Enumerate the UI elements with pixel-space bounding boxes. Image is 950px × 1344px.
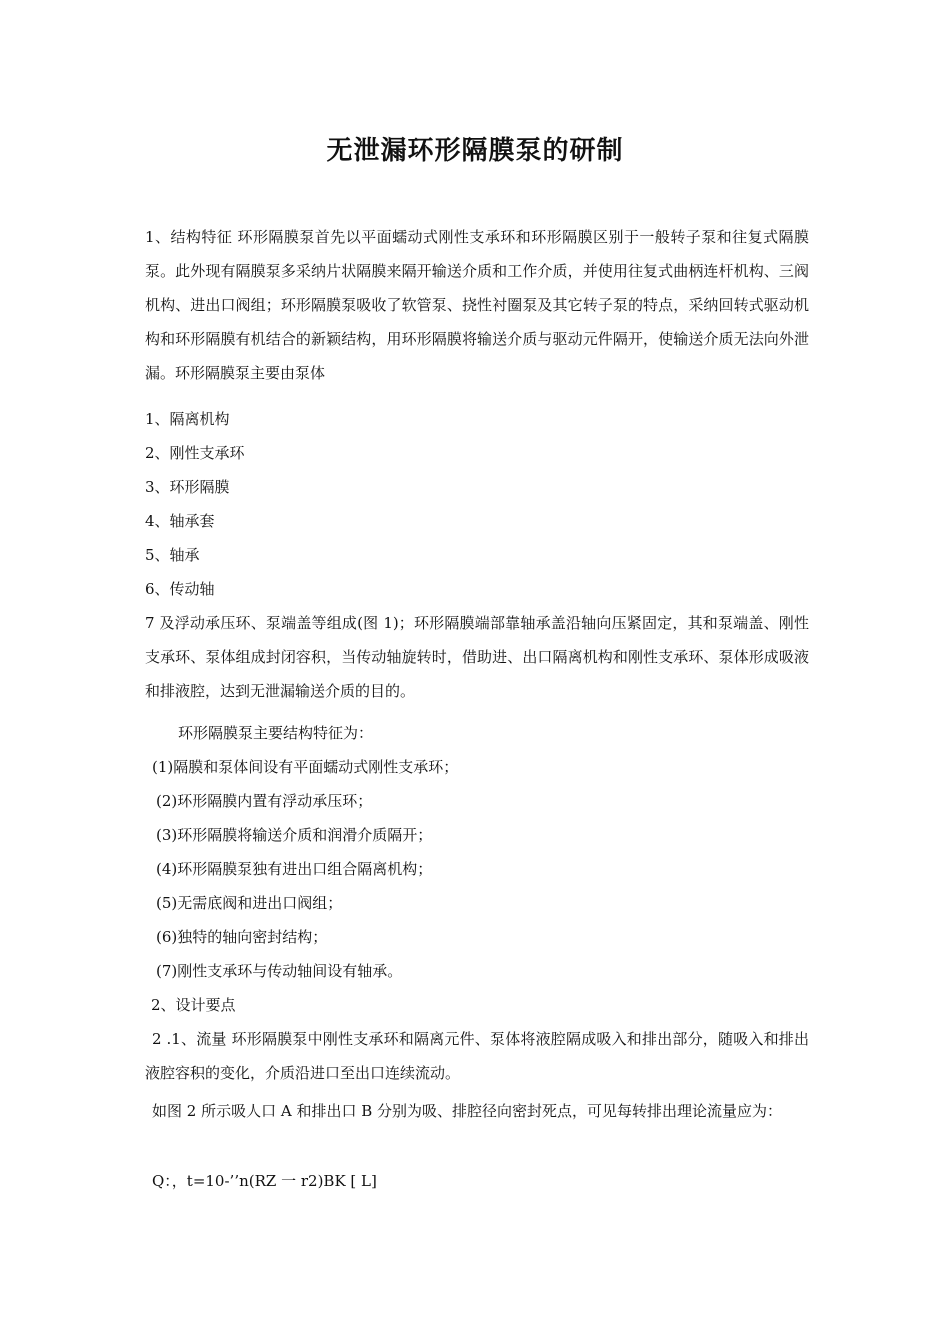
assembly-paragraph: 7 及浮动承压环、泵端盖等组成(图 1)；环形隔膜端部靠轴承盖沿轴向压紧固定，其和泵端盖、刚性支承环、泵体组成封闭容积，当传动轴旋转时，借助进、出口隔离机构和刚性支承环、泵体形成吸液和排液腔，达到无泄漏输送介质的目的。 <box>145 614 809 700</box>
list-item: 2、刚性支承环 <box>145 444 245 462</box>
feature-item: (4)环形隔膜泵独有进出口组合隔离机构； <box>156 860 433 878</box>
feature-item: (3)环形隔膜将输送介质和润滑介质隔开； <box>156 826 433 844</box>
list-item: 6、传动轴 <box>145 580 215 598</box>
feature-item: (5)无需底阀和进出口阀组； <box>156 894 343 912</box>
formula-section <box>145 1164 809 1198</box>
assembly-section <box>145 606 809 708</box>
section-heading: 2、设计要点 <box>151 996 236 1014</box>
list-item: 3、环形隔膜 <box>145 478 230 496</box>
list-item: 4、轴承套 <box>145 512 215 530</box>
list-item: 5、轴承 <box>145 546 200 564</box>
flow-paragraph: 2 .1、流量 环形隔膜泵中刚性支承环和隔离元件、泵体将液腔隔成吸入和排出部分，随吸入和排出液腔容积的变化，介质沿进口至出口连续流动。 <box>145 1030 809 1082</box>
list-item: 1、隔离机构 <box>145 410 230 428</box>
intro-section <box>145 220 809 390</box>
feature-item: (2)环形隔膜内置有浮动承压环； <box>156 792 373 810</box>
feature-item: (1)隔膜和泵体间设有平面蠕动式刚性支承环； <box>152 758 459 776</box>
formula: Q：，t=10-’’n(RZ 一 r2)BK [ L] <box>152 1172 377 1190</box>
feature-item: (7)刚性支承环与传动轴间设有轴承。 <box>156 962 403 980</box>
component-list <box>145 402 809 606</box>
feature-item: (6)独特的轴向密封结构； <box>156 928 328 946</box>
intro-paragraph: 1、结构特征 环形隔膜泵首先以平面蠕动式刚性支承环和环形隔膜区别于一般转子泵和往复式隔膜泵。此外现有隔膜泵多采纳片状隔膜来隔开输送介质和工作介质，并使用往复式曲柄连杆机构、三阀机构、进出口阀组；环形隔膜泵吸收了软管泵、挠性衬圈泵及其它转子泵的特点，采纳回转式驱动机构和环形隔膜有机结合的新颖结构，用环形隔膜将输送介质与驱动元件隔开，使输送介质无法向外泄漏。环形隔膜泵主要由泵体 <box>145 228 809 382</box>
features-section <box>145 716 809 1022</box>
features-heading: 环形隔膜泵主要结构特征为： <box>178 724 374 742</box>
figure2-section <box>145 1094 809 1128</box>
flow-section <box>145 1022 809 1090</box>
document-title: 无泄漏环形隔膜泵的研制 <box>326 136 624 166</box>
figure2-paragraph: 如图 2 所示吸人口 A 和排出口 B 分别为吸、排腔径向密封死点，可见每转排出理论流量应为： <box>152 1102 783 1120</box>
